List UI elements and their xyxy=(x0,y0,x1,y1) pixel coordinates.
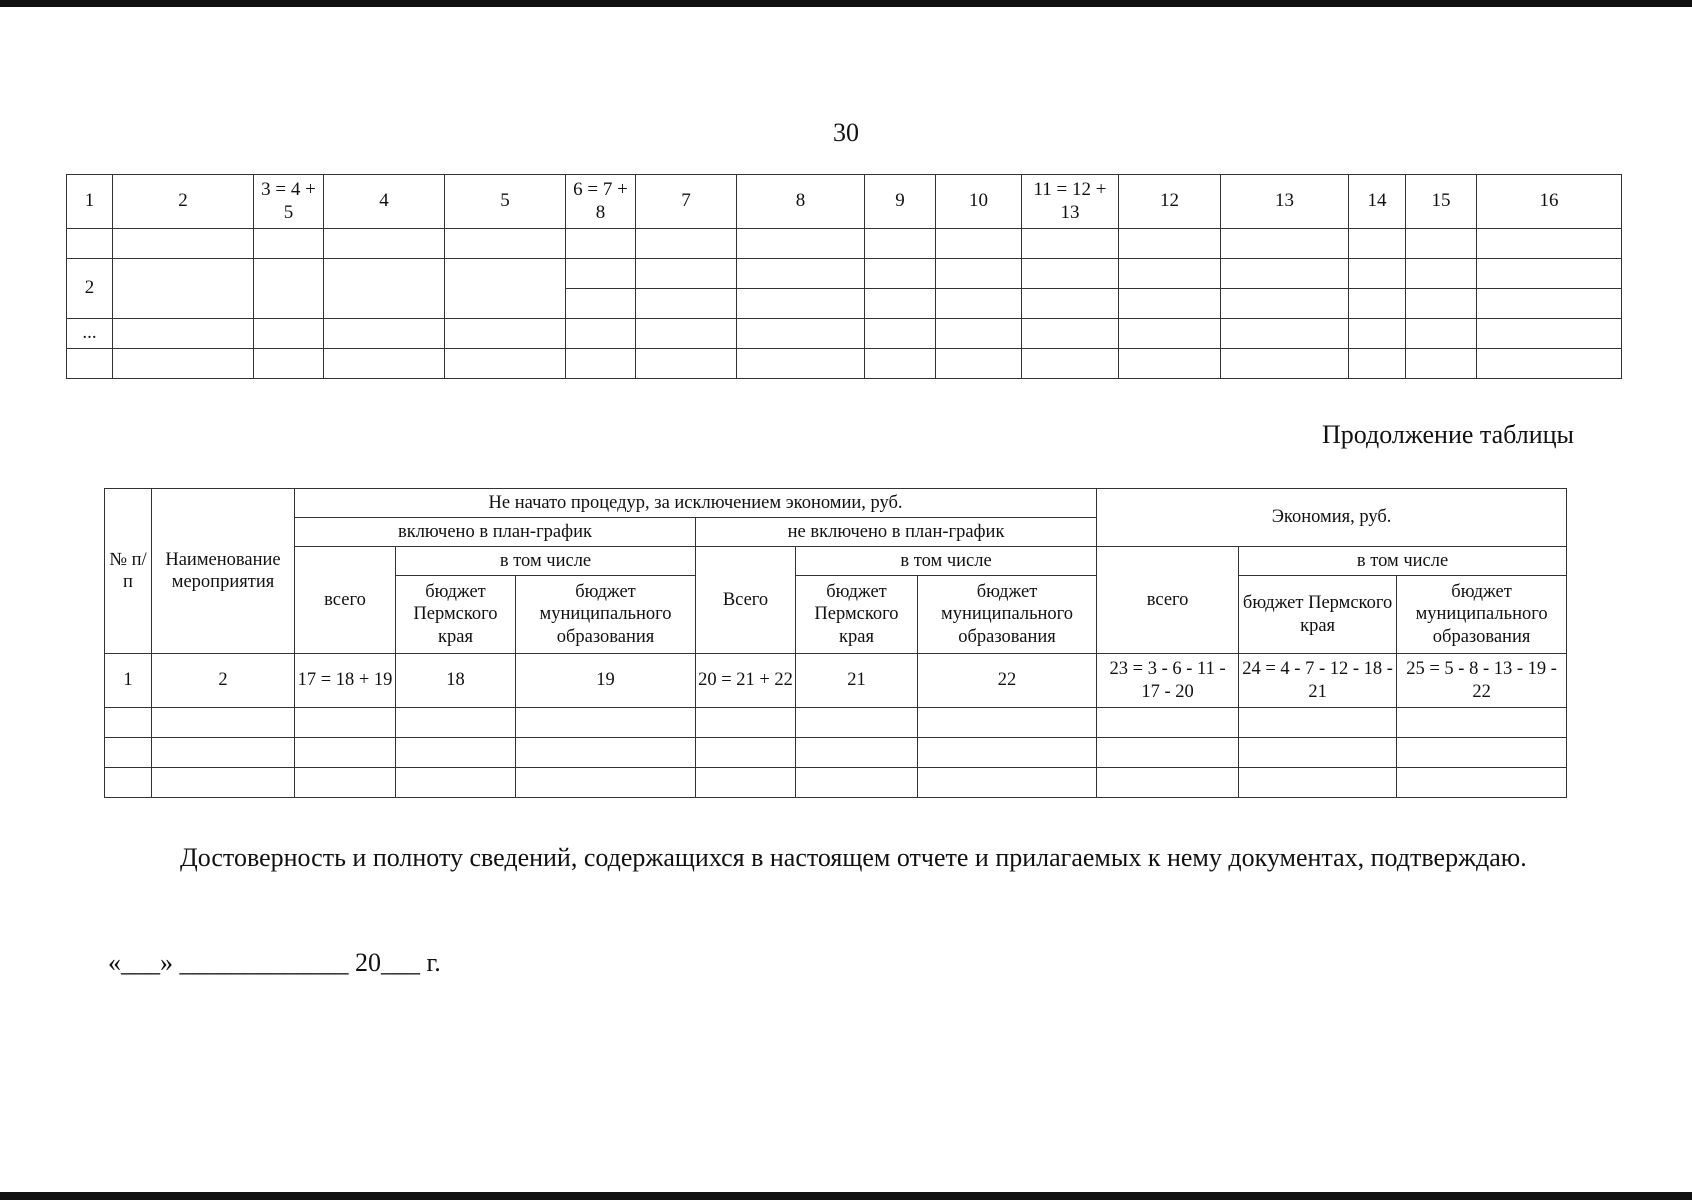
table-row xyxy=(67,229,1622,259)
total-header: всего xyxy=(295,547,396,654)
table-cell xyxy=(865,319,936,349)
table-cell xyxy=(105,738,152,768)
table-cell xyxy=(1349,319,1406,349)
table1-header-cell: 16 xyxy=(1477,175,1622,229)
table2-numbering-row xyxy=(105,654,1567,708)
table-cell xyxy=(1097,708,1239,738)
scan-top-border xyxy=(0,0,1692,7)
table1-header-cell: 7 xyxy=(636,175,737,229)
table-part-1 xyxy=(66,174,1622,379)
table-row xyxy=(67,319,1622,349)
table-cell xyxy=(1221,319,1349,349)
numbering-cell: 1 xyxy=(105,654,152,708)
table-cell xyxy=(113,349,254,379)
numbering-cell: 24 = 4 - 7 - 12 - 18 - 21 xyxy=(1239,654,1397,708)
table-cell xyxy=(445,229,566,259)
table1-header-cell: 1 xyxy=(67,175,113,229)
table-cell xyxy=(1097,738,1239,768)
page-number: 30 xyxy=(833,118,859,147)
table-cell xyxy=(113,259,254,319)
table-cell xyxy=(445,349,566,379)
numbering-cell: 22 xyxy=(918,654,1097,708)
table-cell xyxy=(324,319,445,349)
table-cell xyxy=(67,349,113,379)
date-line: «___» _____________ 20___ г. xyxy=(108,948,441,977)
table-cell xyxy=(396,708,516,738)
table-cell xyxy=(696,768,796,798)
table-cell xyxy=(737,319,865,349)
table-cell xyxy=(1406,289,1477,319)
table-cell xyxy=(1239,708,1397,738)
table-cell xyxy=(152,738,295,768)
table-cell xyxy=(113,229,254,259)
table-cell xyxy=(936,229,1022,259)
table-cell xyxy=(918,768,1097,798)
budget-perm-header: бюджет Пермского края xyxy=(796,576,918,654)
table-cell xyxy=(254,319,324,349)
numbering-cell: 25 = 5 - 8 - 13 - 19 - 22 xyxy=(1397,654,1567,708)
col-number-header: № п/п xyxy=(105,489,152,654)
table-cell xyxy=(1221,289,1349,319)
table1-row-label: ... xyxy=(67,319,113,349)
table-cell xyxy=(865,289,936,319)
budget-municipal-header: бюджет муниципального образования xyxy=(918,576,1097,654)
table-cell xyxy=(1349,229,1406,259)
table2-header-row xyxy=(105,489,1567,518)
table-cell xyxy=(696,708,796,738)
table-cell xyxy=(1239,738,1397,768)
table-cell xyxy=(254,259,324,319)
table-cell xyxy=(1022,229,1119,259)
table-cell xyxy=(566,259,636,289)
table1-header-cell: 12 xyxy=(1119,175,1221,229)
table-cell xyxy=(1477,289,1622,319)
budget-municipal-header: бюджет муниципального образования xyxy=(516,576,696,654)
table-cell xyxy=(1022,319,1119,349)
total-header: Всего xyxy=(696,547,796,654)
table-row xyxy=(67,259,1622,289)
table-cell xyxy=(1397,708,1567,738)
table-cell xyxy=(737,349,865,379)
table-cell xyxy=(295,738,396,768)
table-row xyxy=(67,349,1622,379)
table-cell xyxy=(1406,259,1477,289)
table2-header-row xyxy=(105,547,1567,576)
including-header: в том числе xyxy=(796,547,1097,576)
table-cell xyxy=(113,319,254,349)
table-cell xyxy=(936,349,1022,379)
table-cell xyxy=(936,319,1022,349)
group-economy-header: Экономия, руб. xyxy=(1097,489,1567,547)
table-cell xyxy=(152,768,295,798)
table-row xyxy=(105,708,1567,738)
table-cell xyxy=(796,768,918,798)
numbering-cell: 19 xyxy=(516,654,696,708)
table-cell xyxy=(1221,349,1349,379)
table-row xyxy=(105,768,1567,798)
budget-municipal-header: бюджет муниципального образования xyxy=(1397,576,1567,654)
table-cell xyxy=(105,768,152,798)
table-part-2 xyxy=(104,488,1567,798)
table-cell xyxy=(796,738,918,768)
continuation-label: Продолжение таблицы xyxy=(1322,420,1574,449)
table-cell xyxy=(1406,319,1477,349)
numbering-cell: 18 xyxy=(396,654,516,708)
table1-header-cell: 4 xyxy=(324,175,445,229)
table1-header-cell: 6 = 7 + 8 xyxy=(566,175,636,229)
table-cell xyxy=(737,289,865,319)
table-cell xyxy=(1119,319,1221,349)
table-cell xyxy=(324,229,445,259)
table1-header-cell: 5 xyxy=(445,175,566,229)
table-cell xyxy=(1119,289,1221,319)
table-cell xyxy=(1119,229,1221,259)
table1-header-row xyxy=(67,175,1622,229)
table-cell xyxy=(1022,349,1119,379)
table-cell xyxy=(254,349,324,379)
table-cell xyxy=(1477,229,1622,259)
budget-perm-header: бюджет Пермского края xyxy=(1239,576,1397,654)
table-row xyxy=(105,738,1567,768)
table-cell xyxy=(1406,349,1477,379)
table-cell xyxy=(324,349,445,379)
table-cell xyxy=(1022,289,1119,319)
table-cell xyxy=(396,738,516,768)
table-cell xyxy=(295,708,396,738)
table-cell xyxy=(696,738,796,768)
table-cell xyxy=(865,259,936,289)
table-cell xyxy=(67,229,113,259)
table1-header-cell: 11 = 12 + 13 xyxy=(1022,175,1119,229)
table-cell xyxy=(324,259,445,319)
scan-bottom-border xyxy=(0,1192,1692,1200)
table-cell xyxy=(1022,259,1119,289)
table-cell xyxy=(1119,259,1221,289)
table-cell xyxy=(1097,768,1239,798)
table-cell xyxy=(865,349,936,379)
table-cell xyxy=(918,708,1097,738)
table1-header-cell: 3 = 4 + 5 xyxy=(254,175,324,229)
table-cell xyxy=(796,708,918,738)
table-cell xyxy=(737,259,865,289)
numbering-cell: 2 xyxy=(152,654,295,708)
including-header: в том числе xyxy=(1239,547,1567,576)
table-cell xyxy=(445,259,566,319)
table-cell xyxy=(936,259,1022,289)
table-cell xyxy=(936,289,1022,319)
table1-row-label: 2 xyxy=(67,259,113,319)
table-cell xyxy=(566,229,636,259)
table1-header-cell: 14 xyxy=(1349,175,1406,229)
table-cell xyxy=(566,319,636,349)
table-cell xyxy=(1349,289,1406,319)
budget-perm-header: бюджет Пермского края xyxy=(396,576,516,654)
table-cell xyxy=(566,349,636,379)
table-cell xyxy=(1221,259,1349,289)
table-cell xyxy=(516,768,696,798)
table1-header-cell: 2 xyxy=(113,175,254,229)
numbering-cell: 23 = 3 - 6 - 11 - 17 - 20 xyxy=(1097,654,1239,708)
table-cell xyxy=(566,289,636,319)
table1-header-cell: 13 xyxy=(1221,175,1349,229)
table-cell xyxy=(445,319,566,349)
table-cell xyxy=(1239,768,1397,798)
table1-header-cell: 9 xyxy=(865,175,936,229)
including-header: в том числе xyxy=(396,547,696,576)
table-cell xyxy=(254,229,324,259)
table-cell xyxy=(636,229,737,259)
table-cell xyxy=(1397,738,1567,768)
table-cell xyxy=(152,708,295,738)
numbering-cell: 21 xyxy=(796,654,918,708)
confirmation-statement: Достоверность и полноту сведений, содержащихся в настоящем отчете и прилагаемых к нему документах, подтверждаю. xyxy=(180,843,1527,872)
table-cell xyxy=(1477,259,1622,289)
numbering-cell: 20 = 21 + 22 xyxy=(696,654,796,708)
table-cell xyxy=(1397,768,1567,798)
table-cell xyxy=(516,708,696,738)
table-cell xyxy=(636,319,737,349)
table-cell xyxy=(1221,229,1349,259)
table-cell xyxy=(396,768,516,798)
table-cell xyxy=(1477,349,1622,379)
total-header: всего xyxy=(1097,547,1239,654)
table-cell xyxy=(737,229,865,259)
not-included-in-plan-header: не включено в план-график xyxy=(696,518,1097,547)
table-cell xyxy=(636,349,737,379)
table-cell xyxy=(865,229,936,259)
table1-header-cell: 8 xyxy=(737,175,865,229)
numbering-cell: 17 = 18 + 19 xyxy=(295,654,396,708)
table-cell xyxy=(636,289,737,319)
col-name-header: Наименование мероприятия xyxy=(152,489,295,654)
table-cell xyxy=(105,708,152,738)
table-cell xyxy=(1119,349,1221,379)
table-cell xyxy=(1477,319,1622,349)
group-not-started-header: Не начато процедур, за исключением экономии, руб. xyxy=(295,489,1097,518)
table-cell xyxy=(1406,229,1477,259)
table-cell xyxy=(1349,259,1406,289)
table-cell xyxy=(1349,349,1406,379)
included-in-plan-header: включено в план-график xyxy=(295,518,696,547)
table-cell xyxy=(636,259,737,289)
table-cell xyxy=(516,738,696,768)
table-cell xyxy=(918,738,1097,768)
table1-header-cell: 15 xyxy=(1406,175,1477,229)
table-cell xyxy=(295,768,396,798)
table1-header-cell: 10 xyxy=(936,175,1022,229)
